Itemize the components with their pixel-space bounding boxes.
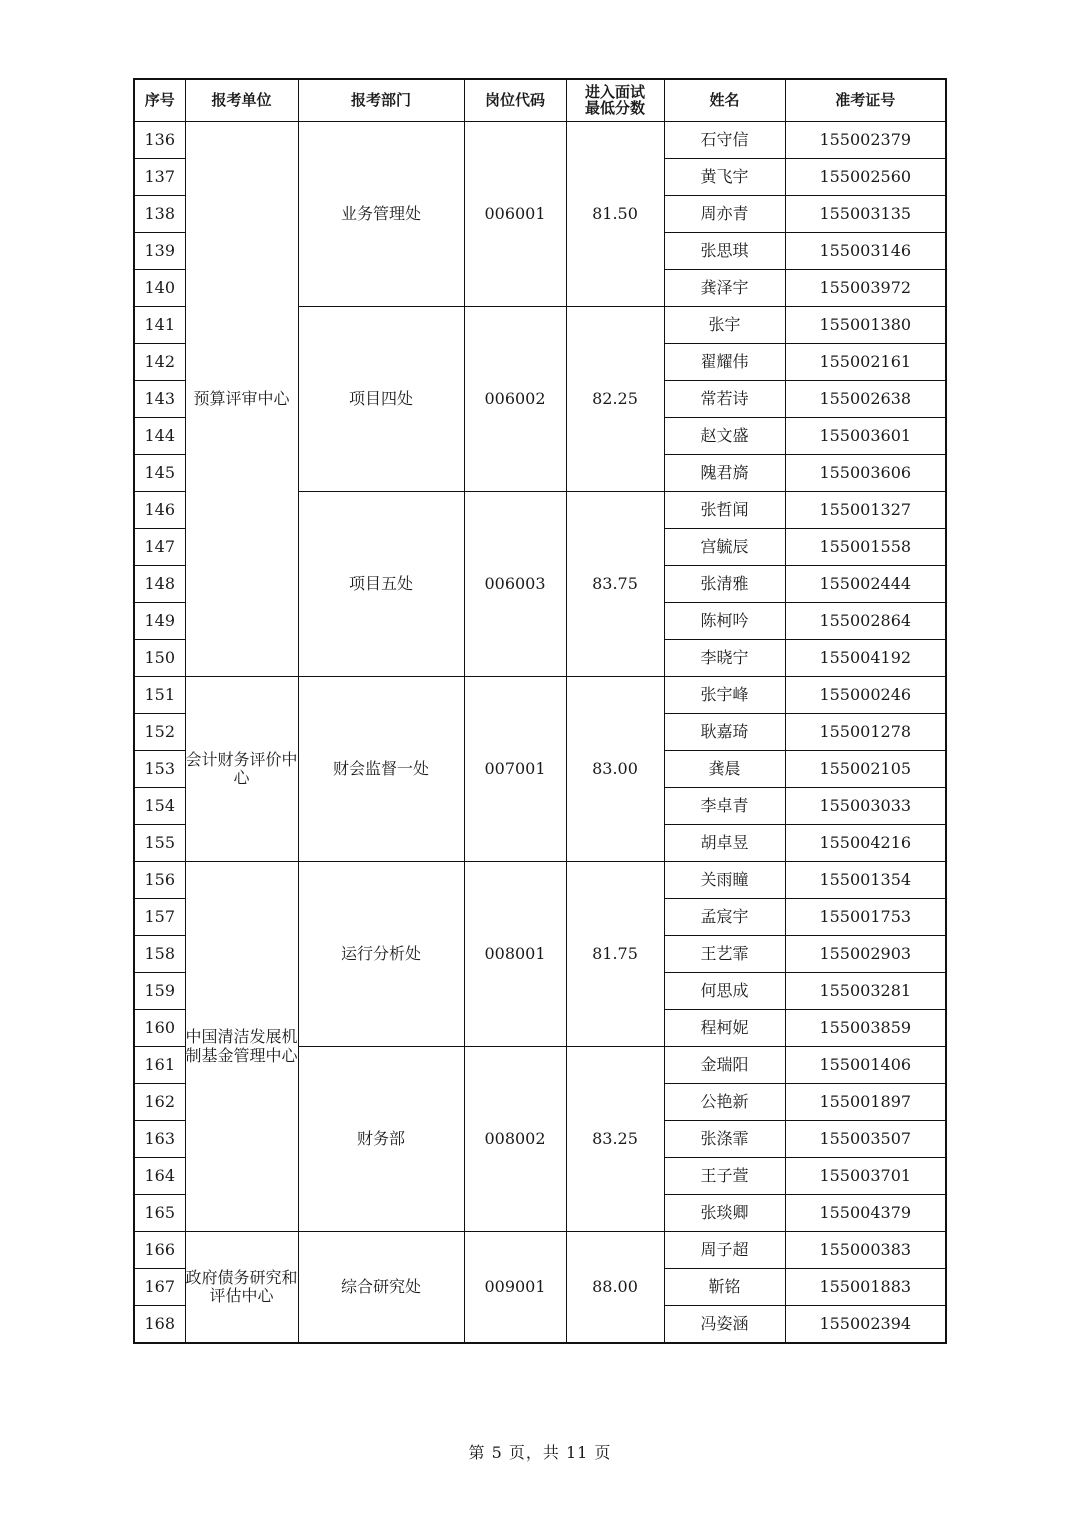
row-ticket: 155002638 — [785, 381, 946, 418]
row-seq: 160 — [134, 1010, 185, 1047]
row-ticket: 155000383 — [785, 1232, 946, 1269]
row-ticket: 155001753 — [785, 899, 946, 936]
row-seq: 157 — [134, 899, 185, 936]
row-name: 张宇 — [664, 307, 785, 344]
unit-cell: 会计财务评价中心 — [185, 677, 298, 862]
score-cell: 83.00 — [566, 677, 664, 862]
row-ticket: 155002394 — [785, 1306, 946, 1344]
row-ticket: 155003281 — [785, 973, 946, 1010]
dept-cell: 财会监督一处 — [298, 677, 464, 862]
row-name: 黄飞宇 — [664, 159, 785, 196]
row-seq: 159 — [134, 973, 185, 1010]
header-dept: 报考部门 — [298, 79, 464, 122]
row-name: 常若诗 — [664, 381, 785, 418]
score-cell: 82.25 — [566, 307, 664, 492]
row-name: 何思成 — [664, 973, 785, 1010]
row-ticket: 155001897 — [785, 1084, 946, 1121]
row-seq: 140 — [134, 270, 185, 307]
score-cell: 88.00 — [566, 1232, 664, 1344]
row-name: 翟耀伟 — [664, 344, 785, 381]
row-ticket: 155001327 — [785, 492, 946, 529]
row-seq: 139 — [134, 233, 185, 270]
row-ticket: 155002161 — [785, 344, 946, 381]
row-name: 王艺霏 — [664, 936, 785, 973]
row-name: 李卓青 — [664, 788, 785, 825]
row-name: 张思琪 — [664, 233, 785, 270]
dept-cell: 业务管理处 — [298, 122, 464, 307]
row-seq: 161 — [134, 1047, 185, 1084]
unit-cell: 政府债务研究和评估中心 — [185, 1232, 298, 1344]
row-ticket: 155001558 — [785, 529, 946, 566]
header-seq: 序号 — [134, 79, 185, 122]
code-cell: 008002 — [464, 1047, 566, 1232]
row-seq: 147 — [134, 529, 185, 566]
dept-cell: 运行分析处 — [298, 862, 464, 1047]
score-cell: 81.50 — [566, 122, 664, 307]
row-seq: 137 — [134, 159, 185, 196]
row-seq: 166 — [134, 1232, 185, 1269]
unit-cell: 预算评审中心 — [185, 122, 298, 677]
row-ticket: 155002379 — [785, 122, 946, 159]
code-cell: 007001 — [464, 677, 566, 862]
row-seq: 163 — [134, 1121, 185, 1158]
row-seq: 141 — [134, 307, 185, 344]
row-name: 周子超 — [664, 1232, 785, 1269]
dept-cell: 综合研究处 — [298, 1232, 464, 1344]
dept-cell: 项目五处 — [298, 492, 464, 677]
row-seq: 150 — [134, 640, 185, 677]
row-name: 赵文盛 — [664, 418, 785, 455]
header-row — [134, 79, 946, 122]
row-seq: 162 — [134, 1084, 185, 1121]
row-ticket: 155002444 — [785, 566, 946, 603]
row-ticket: 155002560 — [785, 159, 946, 196]
score-cell: 81.75 — [566, 862, 664, 1047]
row-seq: 138 — [134, 196, 185, 233]
row-ticket: 155001278 — [785, 714, 946, 751]
row-ticket: 155003606 — [785, 455, 946, 492]
row-ticket: 155003972 — [785, 270, 946, 307]
row-ticket: 155001354 — [785, 862, 946, 899]
row-ticket: 155003601 — [785, 418, 946, 455]
row-ticket: 155003701 — [785, 1158, 946, 1195]
row-ticket: 155004216 — [785, 825, 946, 862]
code-cell: 009001 — [464, 1232, 566, 1344]
header-score-line1: 进入面试 — [584, 82, 645, 101]
header-name: 姓名 — [664, 79, 785, 122]
row-name: 张清雅 — [664, 566, 785, 603]
header-score — [566, 79, 664, 122]
row-name: 金瑞阳 — [664, 1047, 785, 1084]
row-name: 冯姿涵 — [664, 1306, 785, 1344]
row-ticket: 155001883 — [785, 1269, 946, 1306]
row-name: 公艳新 — [664, 1084, 785, 1121]
row-name: 靳铭 — [664, 1269, 785, 1306]
row-name: 周亦青 — [664, 196, 785, 233]
row-seq: 164 — [134, 1158, 185, 1195]
row-ticket: 155004379 — [785, 1195, 946, 1232]
row-ticket: 155000246 — [785, 677, 946, 714]
row-name: 宫毓辰 — [664, 529, 785, 566]
header-score-line2: 最低分数 — [584, 99, 645, 118]
row-name: 李晓宁 — [664, 640, 785, 677]
row-name: 张涤霏 — [664, 1121, 785, 1158]
row-seq: 142 — [134, 344, 185, 381]
candidate-table — [133, 78, 947, 1344]
row-ticket: 155003135 — [785, 196, 946, 233]
row-name: 胡卓昱 — [664, 825, 785, 862]
row-ticket: 155003146 — [785, 233, 946, 270]
row-name: 张宇峰 — [664, 677, 785, 714]
row-name: 张琰卿 — [664, 1195, 785, 1232]
row-ticket: 155003507 — [785, 1121, 946, 1158]
table-row — [134, 1232, 946, 1269]
code-cell: 006003 — [464, 492, 566, 677]
row-seq: 167 — [134, 1269, 185, 1306]
row-name: 关雨瞳 — [664, 862, 785, 899]
dept-cell: 项目四处 — [298, 307, 464, 492]
row-name: 程柯妮 — [664, 1010, 785, 1047]
row-name: 王子萱 — [664, 1158, 785, 1195]
unit-cell: 中国清洁发展机制基金管理中心 — [185, 862, 298, 1232]
header-ticket: 准考证号 — [785, 79, 946, 122]
row-ticket: 155001380 — [785, 307, 946, 344]
row-ticket: 155003033 — [785, 788, 946, 825]
row-ticket: 155003859 — [785, 1010, 946, 1047]
page-footer: 第 5 页，共 11 页 — [468, 1443, 612, 1462]
row-name: 耿嘉琦 — [664, 714, 785, 751]
row-seq: 148 — [134, 566, 185, 603]
row-seq: 156 — [134, 862, 185, 899]
row-name: 石守信 — [664, 122, 785, 159]
header-code: 岗位代码 — [464, 79, 566, 122]
row-seq: 136 — [134, 122, 185, 159]
code-cell: 008001 — [464, 862, 566, 1047]
row-name: 隗君旖 — [664, 455, 785, 492]
row-ticket: 155002903 — [785, 936, 946, 973]
row-name: 陈柯吟 — [664, 603, 785, 640]
row-seq: 168 — [134, 1306, 185, 1344]
row-seq: 145 — [134, 455, 185, 492]
row-seq: 151 — [134, 677, 185, 714]
row-seq: 146 — [134, 492, 185, 529]
score-cell: 83.75 — [566, 492, 664, 677]
code-cell: 006002 — [464, 307, 566, 492]
row-seq: 152 — [134, 714, 185, 751]
table-row — [134, 122, 946, 159]
row-seq: 153 — [134, 751, 185, 788]
row-seq: 143 — [134, 381, 185, 418]
row-name: 张哲闻 — [664, 492, 785, 529]
row-ticket: 155001406 — [785, 1047, 946, 1084]
row-seq: 155 — [134, 825, 185, 862]
row-name: 龚晨 — [664, 751, 785, 788]
row-seq: 149 — [134, 603, 185, 640]
row-ticket: 155004192 — [785, 640, 946, 677]
table-row — [134, 677, 946, 714]
header-unit: 报考单位 — [185, 79, 298, 122]
row-name: 龚泽宇 — [664, 270, 785, 307]
row-seq: 144 — [134, 418, 185, 455]
row-ticket: 155002864 — [785, 603, 946, 640]
row-name: 孟宸宇 — [664, 899, 785, 936]
dept-cell: 财务部 — [298, 1047, 464, 1232]
row-seq: 154 — [134, 788, 185, 825]
row-seq: 165 — [134, 1195, 185, 1232]
table-row — [134, 862, 946, 899]
row-ticket: 155002105 — [785, 751, 946, 788]
row-seq: 158 — [134, 936, 185, 973]
code-cell: 006001 — [464, 122, 566, 307]
score-cell: 83.25 — [566, 1047, 664, 1232]
